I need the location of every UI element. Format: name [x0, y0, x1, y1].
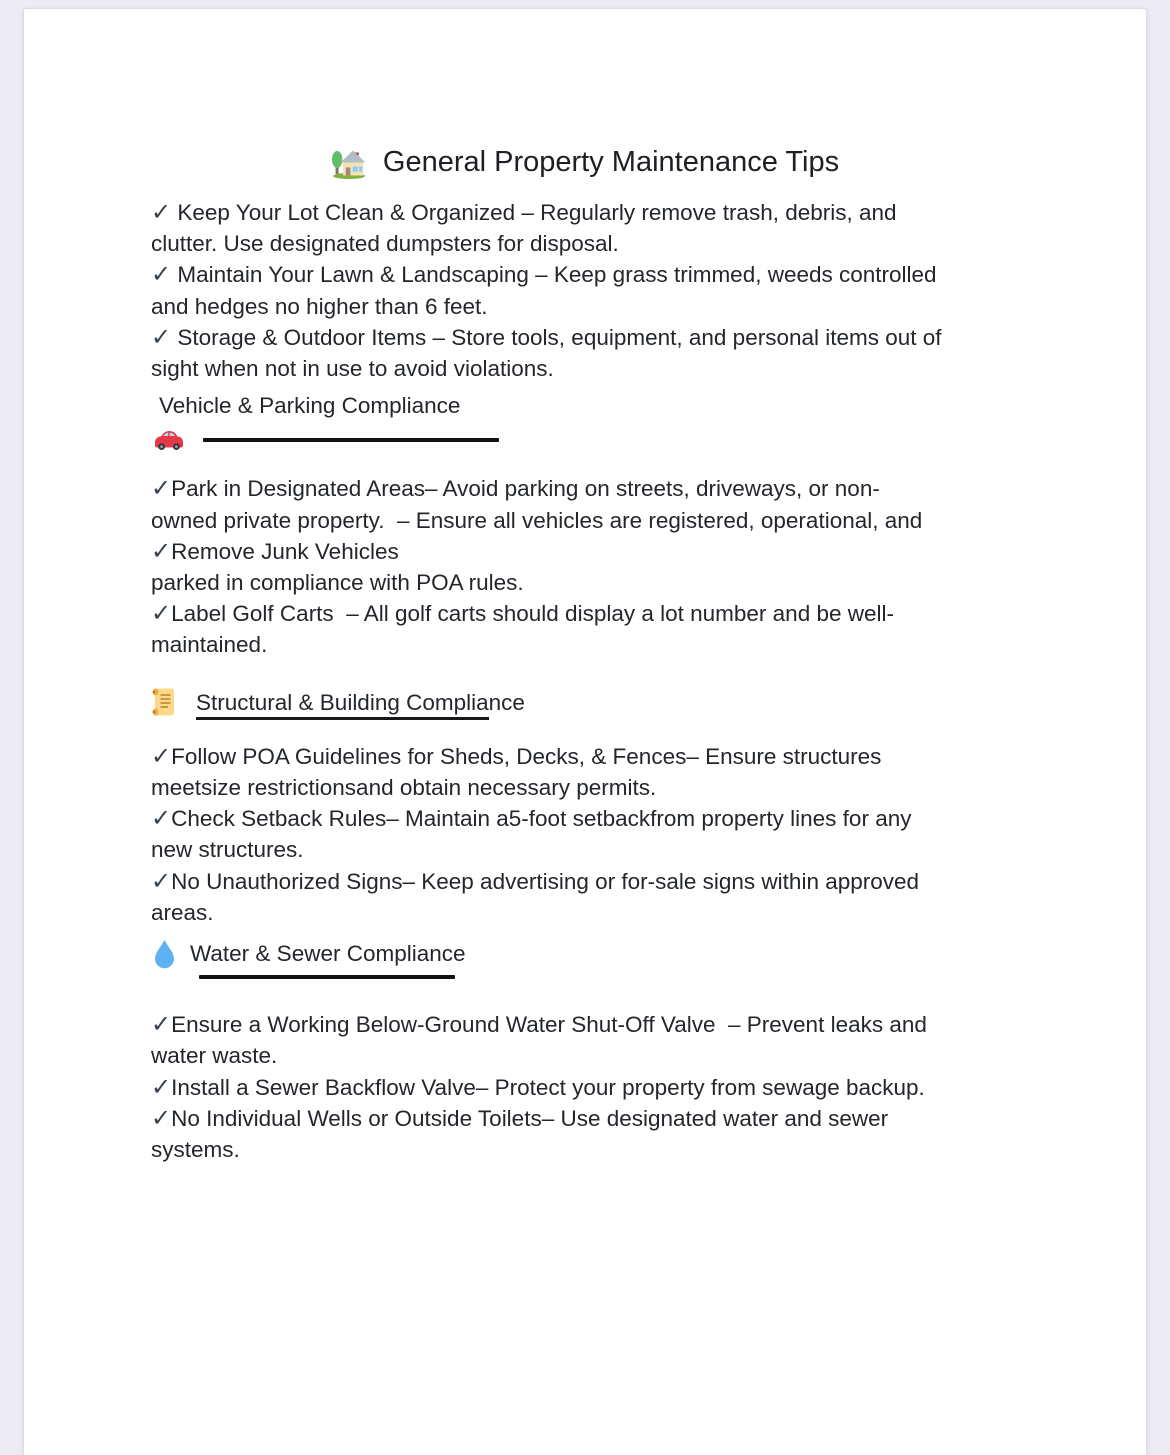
section-rule	[199, 975, 455, 979]
tip-line	[151, 473, 1086, 504]
check-icon: ✓	[151, 323, 171, 351]
tip-line	[151, 197, 1086, 228]
tip-line	[151, 866, 1086, 897]
tip-text: No Unauthorized Signs– Keep advertising or for-sale signs within approved	[171, 868, 920, 894]
section-heading-vehicle	[151, 390, 1086, 421]
tip-text: Ensure a Working Below-Ground Water Shut-Off Valve – Prevent leaks and	[171, 1012, 927, 1038]
document-title-row	[24, 146, 1146, 179]
tip-text: Follow POA Guidelines for Sheds, Decks, & Fences– Ensure structures	[171, 743, 882, 769]
check-icon: ✓	[151, 1104, 171, 1132]
tip-text: new structures.	[151, 837, 304, 863]
tip-line	[151, 1009, 1086, 1040]
tip-text: and hedges no higher than 6 feet.	[151, 293, 488, 319]
tip-text: water waste.	[151, 1043, 278, 1069]
check-icon: ✓	[151, 742, 171, 770]
document-body	[151, 197, 1086, 1165]
tip-text: meetsize restrictionsand obtain necessary permits.	[151, 775, 657, 801]
tip-text: sight when not in use to avoid violations.	[151, 356, 554, 382]
tip-line	[151, 803, 1086, 834]
section-heading-text	[196, 687, 525, 718]
check-icon: ✓	[151, 867, 171, 895]
tip-line	[151, 291, 1086, 322]
check-icon: ✓	[151, 537, 171, 565]
underlined-heading-part: Structural & Building Complia	[196, 690, 489, 720]
tip-text: areas.	[151, 899, 214, 925]
tip-text: Park in Designated Areas– Avoid parking on streets, driveways, or non-	[171, 476, 880, 502]
tip-text: Install a Sewer Backflow Valve– Protect your property from sewage backup.	[171, 1074, 925, 1100]
check-icon: ✓	[151, 475, 171, 503]
tip-text: Storage & Outdoor Items – Store tools, equipment, and personal items out of	[171, 324, 942, 350]
check-icon: ✓	[151, 1011, 171, 1039]
tip-line	[151, 259, 1086, 290]
tip-line	[151, 1103, 1086, 1134]
house-with-garden-icon	[331, 147, 367, 179]
section-heading-text: Vehicle & Parking Compliance	[159, 393, 461, 419]
document-page	[23, 8, 1147, 1455]
tip-text: clutter. Use designated dumpsters for disposal.	[151, 231, 619, 257]
tip-text: parked in compliance with POA rules.	[151, 570, 524, 596]
tip-text: Check Setback Rules– Maintain a5-foot setbackfrom property lines for any	[171, 806, 912, 832]
tip-line	[151, 834, 1086, 865]
section-heading-structural	[151, 687, 1086, 718]
tip-line	[151, 1040, 1086, 1071]
scroll-icon	[151, 687, 177, 717]
droplet-icon	[154, 939, 175, 969]
tip-text: Label Golf Carts – All golf carts should display a lot number and be well-	[171, 601, 894, 627]
tip-text: Remove Junk Vehicles	[171, 538, 399, 564]
tip-line	[151, 567, 1086, 598]
tip-line	[151, 1134, 1086, 1165]
section-heading-text: Water & Sewer Compliance	[190, 941, 466, 967]
check-icon: ✓	[151, 1073, 171, 1101]
tip-line	[151, 598, 1086, 629]
page-title: General Property Maintenance Tips	[382, 146, 840, 178]
tip-line	[151, 741, 1086, 772]
tip-line	[151, 897, 1086, 928]
heading-rest: nce	[488, 689, 525, 715]
section-rule	[203, 438, 499, 442]
tip-text: systems.	[151, 1137, 240, 1163]
check-icon: ✓	[151, 805, 171, 833]
tip-text: No Individual Wells or Outside Toilets– Use designated water and sewer	[171, 1105, 889, 1131]
red-car-icon	[153, 428, 185, 452]
tip-line	[151, 505, 1086, 536]
tip-line	[151, 228, 1086, 259]
section-heading-water	[151, 938, 1086, 969]
vehicle-heading-decoration	[153, 425, 1086, 455]
tip-text: Maintain Your Lawn & Landscaping – Keep grass trimmed, weeds controlled	[171, 262, 937, 288]
check-icon: ✓	[151, 261, 171, 289]
tip-line	[151, 353, 1086, 384]
check-icon: ✓	[151, 600, 171, 628]
tip-line	[151, 629, 1086, 660]
tip-text: owned private property. – Ensure all vehicles are registered, operational, and	[151, 507, 923, 533]
check-icon: ✓	[151, 199, 171, 226]
tip-line	[151, 1072, 1086, 1103]
tip-line	[151, 322, 1086, 353]
tip-text: maintained.	[151, 632, 268, 658]
tip-line	[151, 536, 1086, 567]
tip-text: Keep Your Lot Clean & Organized – Regularly remove trash, debris, and	[171, 200, 897, 225]
tip-line	[151, 772, 1086, 803]
